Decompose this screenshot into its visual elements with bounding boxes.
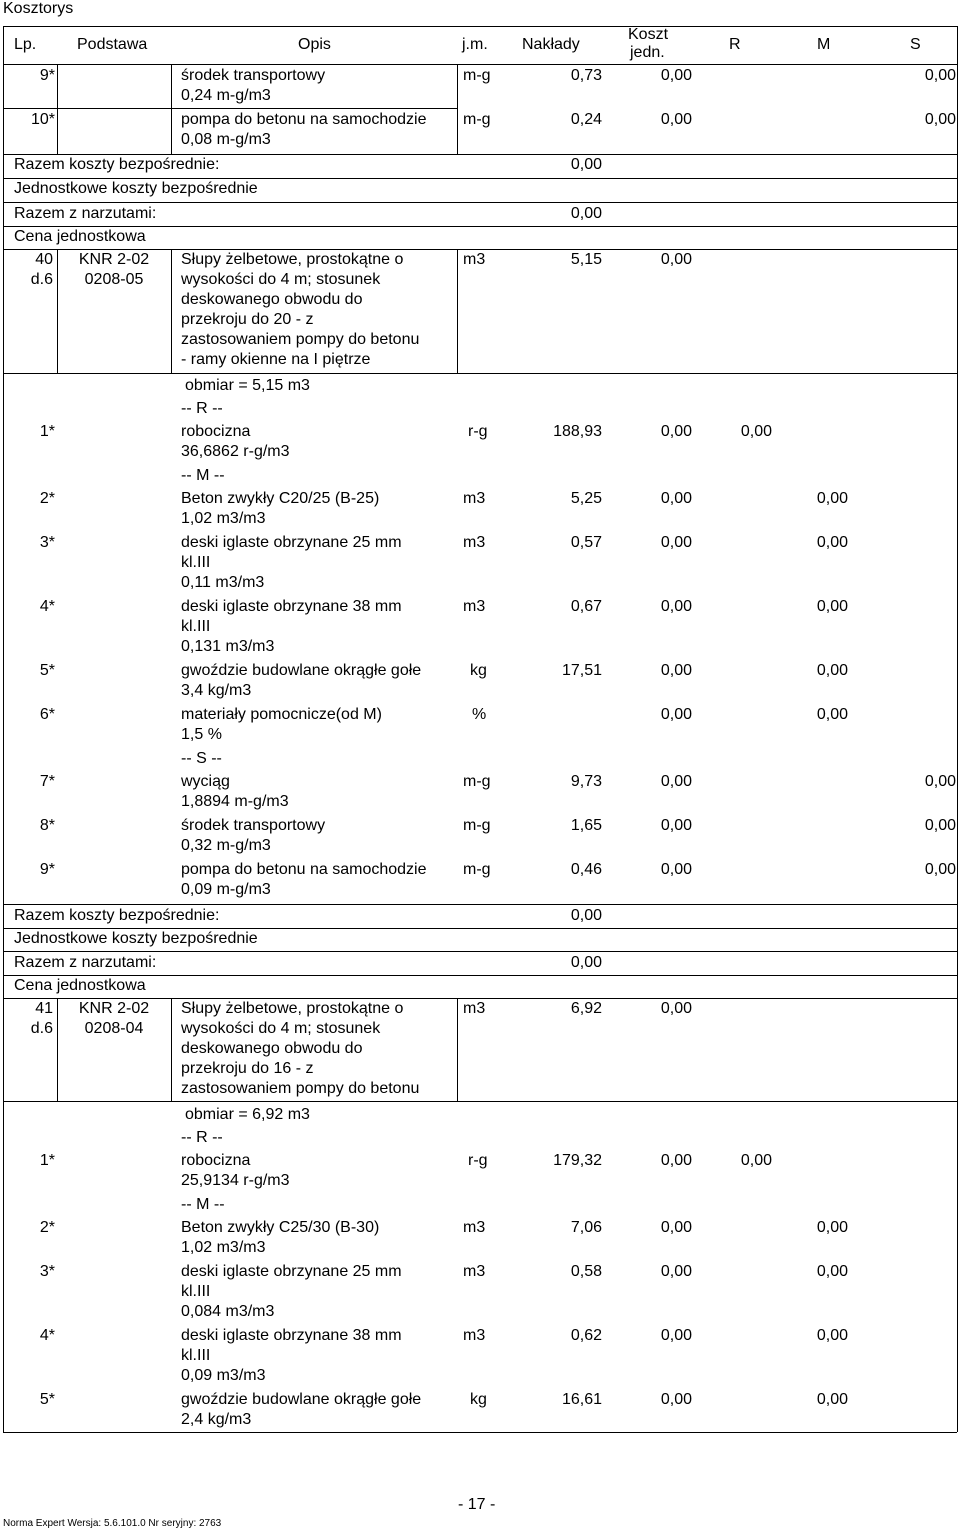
row-lp: 5* bbox=[39, 662, 55, 679]
row-jm: m-g bbox=[463, 67, 491, 84]
row-koszt: 0,00 bbox=[660, 1327, 692, 1344]
row-jm: m3 bbox=[463, 1219, 486, 1236]
row-m: 0,00 bbox=[816, 598, 848, 615]
row-sub: 36,6862 r-g/m3 bbox=[181, 443, 290, 460]
summary-razem-bezp-value: 0,00 bbox=[570, 907, 602, 924]
row-jm: m3 bbox=[463, 490, 486, 507]
position-naklady: 6,92 bbox=[570, 1000, 602, 1017]
col-m: M bbox=[817, 36, 831, 53]
row-naklady: 0,62 bbox=[570, 1327, 602, 1344]
col-koszt-jedn: jedn. bbox=[630, 44, 665, 61]
section-s: -- S -- bbox=[181, 750, 222, 767]
row-sub: 1,8894 m-g/m3 bbox=[181, 793, 289, 810]
obmiar: obmiar = 5,15 m3 bbox=[185, 377, 310, 394]
row-opis: deski iglaste obrzynane 25 mm bbox=[181, 1263, 402, 1280]
row-opis: środek transportowy bbox=[181, 67, 326, 84]
row-naklady: 9,73 bbox=[570, 773, 602, 790]
row-m: 0,00 bbox=[816, 534, 848, 551]
row-opis: środek transportowy bbox=[181, 817, 326, 834]
position-koszt: 0,00 bbox=[660, 251, 692, 268]
position-jm: m3 bbox=[463, 1000, 486, 1017]
row-s: 0,00 bbox=[924, 67, 956, 84]
section-m: -- M -- bbox=[181, 467, 225, 484]
position-basis: KNR 2-02 bbox=[78, 251, 150, 268]
row-opis: pompa do betonu na samochodzie bbox=[181, 111, 427, 128]
row-koszt: 0,00 bbox=[660, 598, 692, 615]
row-opis: deski iglaste obrzynane 38 mm bbox=[181, 598, 402, 615]
row-koszt: 0,00 bbox=[660, 861, 692, 878]
row-opis: gwoździe budowlane okrągłe gołe bbox=[181, 1391, 422, 1408]
row-sub: 2,4 kg/m3 bbox=[181, 1411, 252, 1428]
row-m: 0,00 bbox=[816, 706, 848, 723]
row-koszt: 0,00 bbox=[660, 1219, 692, 1236]
summary-razem-narz: Razem z narzutami: bbox=[14, 205, 157, 222]
summary-razem-bezp: Razem koszty bezpośrednie: bbox=[14, 156, 220, 173]
row-lp: 9* bbox=[39, 67, 55, 84]
row-koszt: 0,00 bbox=[660, 662, 692, 679]
row-opis: robocizna bbox=[181, 1152, 251, 1169]
row-jm: kg bbox=[470, 662, 487, 679]
row-r: 0,00 bbox=[740, 1152, 772, 1169]
position-desc: przekroju do 16 - z bbox=[181, 1060, 314, 1077]
section-r: -- R -- bbox=[181, 1129, 223, 1146]
section-m: -- M -- bbox=[181, 1196, 225, 1213]
position-desc: wysokości do 4 m; stosunek bbox=[181, 1020, 381, 1037]
row-jm: m-g bbox=[463, 773, 491, 790]
row-jm: kg bbox=[470, 1391, 487, 1408]
row-jm: r-g bbox=[468, 423, 488, 440]
row-sub: 1,02 m3/m3 bbox=[181, 1239, 266, 1256]
row-opis: robocizna bbox=[181, 423, 251, 440]
summary-razem-narz: Razem z narzutami: bbox=[14, 954, 157, 971]
position-desc: przekroju do 20 - z bbox=[181, 311, 314, 328]
row-jm: m-g bbox=[463, 861, 491, 878]
row-lp: 10* bbox=[30, 111, 55, 128]
position-desc: zastosowaniem pompy do betonu bbox=[181, 1080, 420, 1097]
col-jm: j.m. bbox=[462, 36, 488, 53]
row-koszt: 0,00 bbox=[660, 706, 692, 723]
row-opis-cont: kl.III bbox=[181, 554, 211, 571]
row-lp: 2* bbox=[39, 490, 55, 507]
row-opis: wyciąg bbox=[181, 773, 230, 790]
col-koszt: Koszt bbox=[628, 26, 669, 43]
col-opis: Opis bbox=[298, 36, 331, 53]
row-jm: m3 bbox=[463, 1263, 486, 1280]
row-sub: 0,32 m-g/m3 bbox=[181, 837, 271, 854]
position-suffix: d.6 bbox=[30, 1020, 53, 1037]
row-naklady: 16,61 bbox=[561, 1391, 602, 1408]
row-jm: r-g bbox=[468, 1152, 488, 1169]
summary-jedn-bezp: Jednostkowe koszty bezpośrednie bbox=[14, 180, 258, 197]
row-naklady: 179,32 bbox=[553, 1152, 602, 1169]
row-lp: 7* bbox=[39, 773, 55, 790]
position-suffix: d.6 bbox=[30, 271, 53, 288]
section-r: -- R -- bbox=[181, 400, 223, 417]
row-sub: 0,11 m3/m3 bbox=[181, 574, 265, 591]
row-s: 0,00 bbox=[924, 111, 956, 128]
position-desc: deskowanego obwodu do bbox=[181, 1040, 363, 1057]
row-naklady: 7,06 bbox=[570, 1219, 602, 1236]
row-koszt: 0,00 bbox=[660, 490, 692, 507]
position-number: 40 bbox=[35, 251, 53, 268]
row-naklady: 0,46 bbox=[570, 861, 602, 878]
position-desc: zastosowaniem pompy do betonu bbox=[181, 331, 420, 348]
col-s: S bbox=[910, 36, 921, 53]
col-naklady: Nakłady bbox=[522, 36, 580, 53]
row-opis: Beton zwykły C20/25 (B-25) bbox=[181, 490, 380, 507]
row-koszt: 0,00 bbox=[660, 817, 692, 834]
summary-cena: Cena jednostkowa bbox=[14, 228, 146, 245]
row-sub: 3,4 kg/m3 bbox=[181, 682, 252, 699]
row-r: 0,00 bbox=[660, 67, 692, 84]
row-jm: m3 bbox=[463, 1327, 486, 1344]
row-opis: deski iglaste obrzynane 25 mm bbox=[181, 534, 402, 551]
row-opis-cont: kl.III bbox=[181, 1347, 211, 1364]
row-lp: 5* bbox=[39, 1391, 55, 1408]
summary-razem-narz-value: 0,00 bbox=[570, 205, 602, 222]
position-basis: KNR 2-02 bbox=[78, 1000, 150, 1017]
row-r: 0,00 bbox=[740, 423, 772, 440]
row-opis-cont: kl.III bbox=[181, 618, 211, 635]
row-s: 0,00 bbox=[924, 773, 956, 790]
position-basis-code: 0208-04 bbox=[84, 1020, 144, 1037]
position-naklady: 5,15 bbox=[570, 251, 602, 268]
row-jm: m-g bbox=[463, 817, 491, 834]
row-opis: materiały pomocnicze(od M) bbox=[181, 706, 382, 723]
summary-razem-bezp: Razem koszty bezpośrednie: bbox=[14, 907, 220, 924]
row-opis: Beton zwykły C25/30 (B-30) bbox=[181, 1219, 380, 1236]
row-jm: m-g bbox=[463, 111, 491, 128]
row-koszt: 0,00 bbox=[660, 1152, 692, 1169]
row-naklady: 188,93 bbox=[553, 423, 602, 440]
row-m: 0,00 bbox=[816, 662, 848, 679]
row-sub: 0,09 m3/m3 bbox=[181, 1367, 266, 1384]
col-r: R bbox=[729, 36, 741, 53]
row-lp: 3* bbox=[39, 534, 55, 551]
row-m: 0,00 bbox=[816, 1327, 848, 1344]
row-koszt: 0,00 bbox=[660, 1263, 692, 1280]
row-sub: 0,24 m-g/m3 bbox=[181, 87, 271, 104]
software-info: Norma Expert Wersja: 5.6.101.0 Nr seryjny: 2763 bbox=[3, 1518, 222, 1529]
row-lp: 4* bbox=[39, 598, 55, 615]
row-s: 0,00 bbox=[924, 861, 956, 878]
row-m: 0,00 bbox=[816, 1391, 848, 1408]
position-desc: - ramy okienne na I piętrze bbox=[181, 351, 371, 368]
summary-razem-narz-value: 0,00 bbox=[570, 954, 602, 971]
row-koszt: 0,00 bbox=[660, 773, 692, 790]
row-naklady: 1,65 bbox=[570, 817, 602, 834]
position-desc: Słupy żelbetowe, prostokątne o bbox=[181, 251, 404, 268]
row-naklady: 0,73 bbox=[570, 67, 602, 84]
row-sub: 0,09 m-g/m3 bbox=[181, 881, 271, 898]
row-m: 0,00 bbox=[816, 1263, 848, 1280]
page-title: Kosztorys bbox=[3, 0, 74, 17]
row-r: 0,00 bbox=[660, 111, 692, 128]
row-naklady: 5,25 bbox=[570, 490, 602, 507]
summary-razem-bezp-value: 0,00 bbox=[570, 156, 602, 173]
row-jm: m3 bbox=[463, 598, 486, 615]
row-sub: 25,9134 r-g/m3 bbox=[181, 1172, 290, 1189]
row-sub: 0,084 m3/m3 bbox=[181, 1303, 275, 1320]
position-basis-code: 0208-05 bbox=[84, 271, 144, 288]
obmiar: obmiar = 6,92 m3 bbox=[185, 1106, 310, 1123]
row-lp: 9* bbox=[39, 861, 55, 878]
row-naklady: 0,58 bbox=[570, 1263, 602, 1280]
row-s: 0,00 bbox=[924, 817, 956, 834]
row-m: 0,00 bbox=[816, 1219, 848, 1236]
position-desc: wysokości do 4 m; stosunek bbox=[181, 271, 381, 288]
row-lp: 2* bbox=[39, 1219, 55, 1236]
row-naklady: 0,67 bbox=[570, 598, 602, 615]
row-lp: 1* bbox=[39, 1152, 55, 1169]
row-koszt: 0,00 bbox=[660, 1391, 692, 1408]
col-podstawa: Podstawa bbox=[77, 36, 148, 53]
position-desc: deskowanego obwodu do bbox=[181, 291, 363, 308]
row-naklady: 0,24 bbox=[570, 111, 602, 128]
summary-cena: Cena jednostkowa bbox=[14, 977, 146, 994]
row-naklady: 0,57 bbox=[570, 534, 602, 551]
row-sub: 0,08 m-g/m3 bbox=[181, 131, 271, 148]
row-jm: % bbox=[472, 706, 487, 723]
row-sub: 0,131 m3/m3 bbox=[181, 638, 275, 655]
position-number: 41 bbox=[35, 1000, 53, 1017]
row-koszt: 0,00 bbox=[660, 534, 692, 551]
row-sub: 1,5 % bbox=[181, 726, 222, 743]
row-opis: gwoździe budowlane okrągłe gołe bbox=[181, 662, 422, 679]
row-lp: 8* bbox=[39, 817, 55, 834]
page-number: - 17 - bbox=[458, 1496, 496, 1513]
row-opis: pompa do betonu na samochodzie bbox=[181, 861, 427, 878]
row-m: 0,00 bbox=[816, 490, 848, 507]
row-sub: 1,02 m3/m3 bbox=[181, 510, 266, 527]
row-naklady: 17,51 bbox=[561, 662, 602, 679]
row-opis-cont: kl.III bbox=[181, 1283, 211, 1300]
position-desc: Słupy żelbetowe, prostokątne o bbox=[181, 1000, 404, 1017]
row-lp: 4* bbox=[39, 1327, 55, 1344]
row-lp: 1* bbox=[39, 423, 55, 440]
row-opis: deski iglaste obrzynane 38 mm bbox=[181, 1327, 402, 1344]
row-lp: 6* bbox=[39, 706, 55, 723]
row-jm: m3 bbox=[463, 534, 486, 551]
summary-jedn-bezp: Jednostkowe koszty bezpośrednie bbox=[14, 930, 258, 947]
position-jm: m3 bbox=[463, 251, 486, 268]
position-koszt: 0,00 bbox=[660, 1000, 692, 1017]
row-lp: 3* bbox=[39, 1263, 55, 1280]
col-lp: Lp. bbox=[14, 36, 37, 53]
row-koszt: 0,00 bbox=[660, 423, 692, 440]
